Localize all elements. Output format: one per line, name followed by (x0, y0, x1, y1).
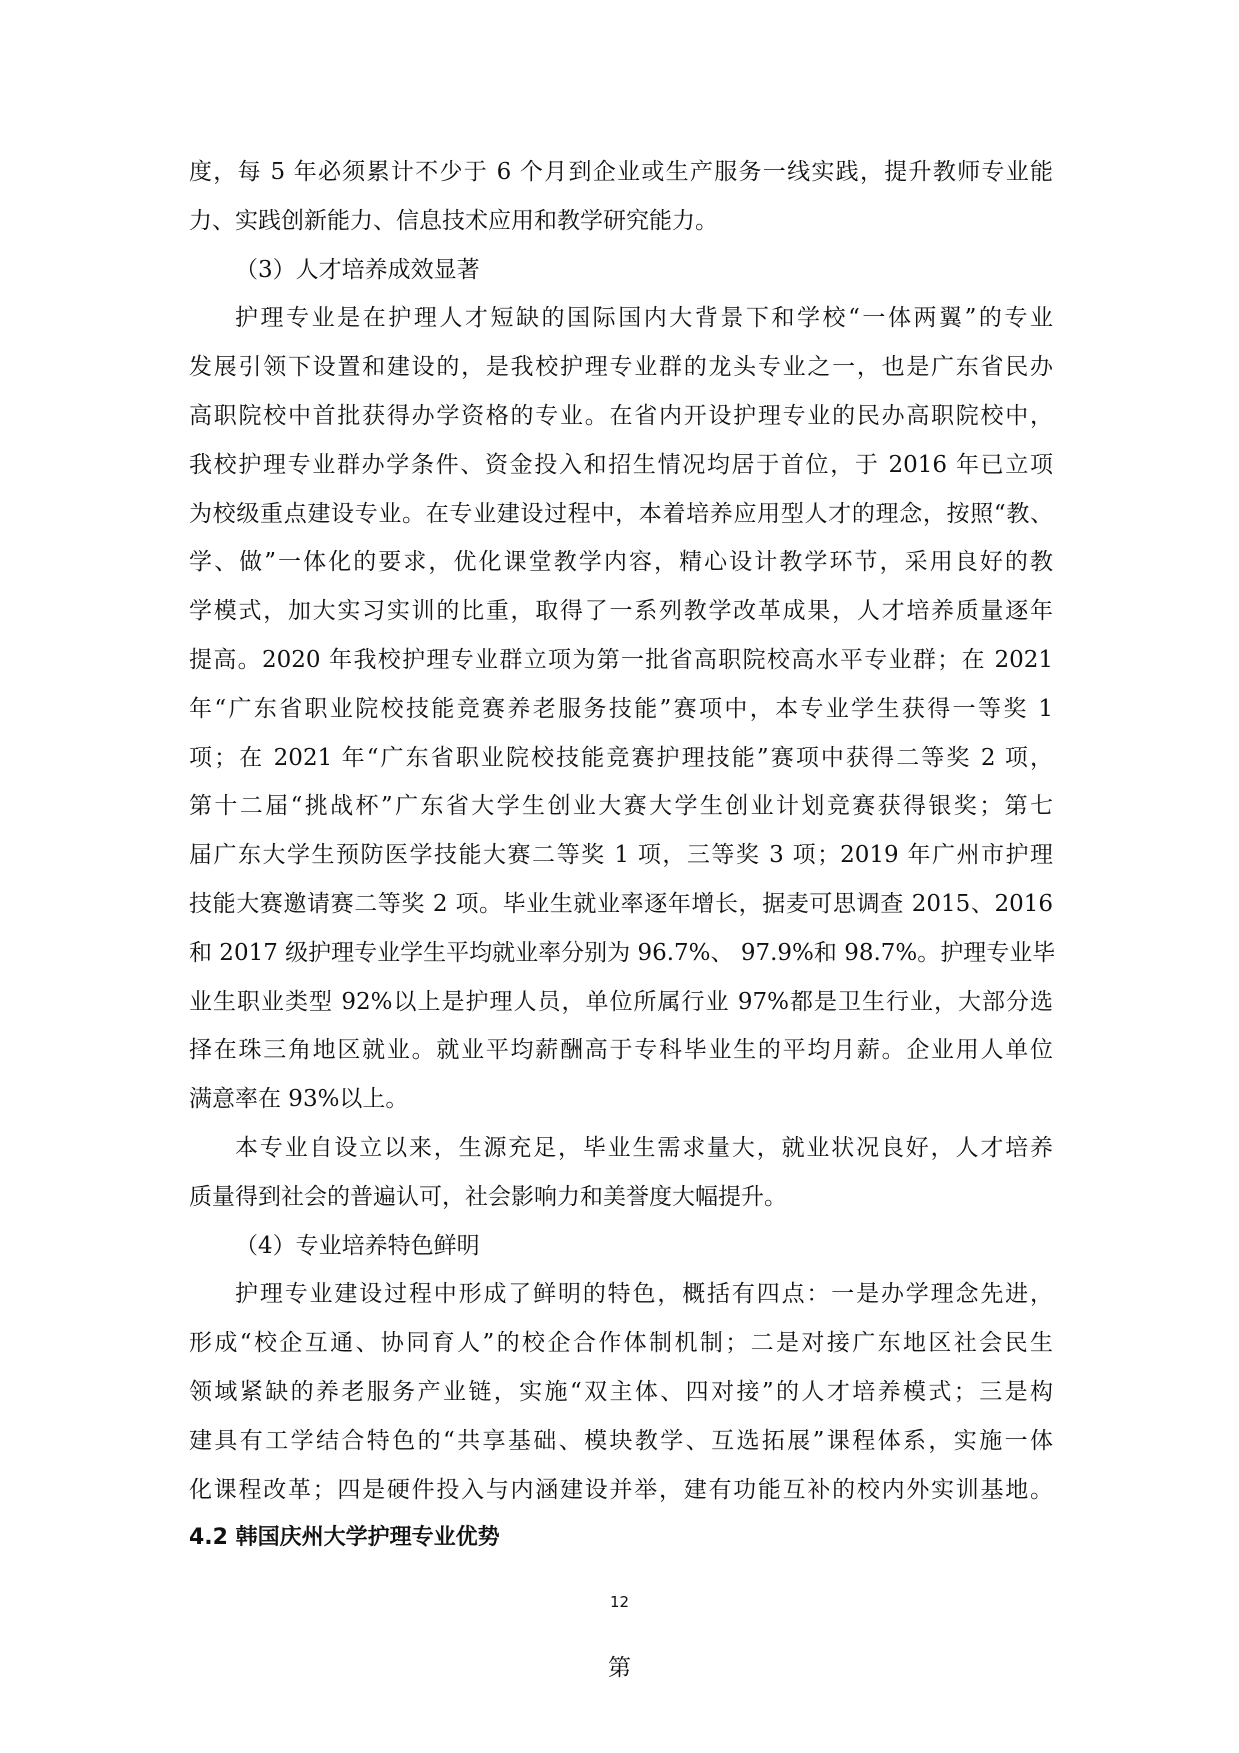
text-line: 为校级重点建设专业。在专业建设过程中，本着培养应用型人才的理念，按照“教、 (189, 500, 1053, 527)
paragraph-nursing-major (189, 294, 1056, 1124)
subheading-distinct-features: （4）专业培养特色鲜明 (235, 1232, 480, 1259)
text-line: 提高。2020 年我校护理专业群立项为第一批省高职院校高水平专业群；在 2021 (189, 646, 1053, 673)
page-label: 第 (608, 1655, 631, 1681)
text-line: 学、做”一体化的要求，优化课堂教学内容，精心设计教学环节，采用良好的教 (189, 549, 1053, 576)
text-line: 第十二届“挑战杯”广东省大学生创业大赛大学生创业计划竞赛获得银奖；第七 (189, 793, 1053, 820)
text-line: 技能大赛邀请赛二等奖 2 项。毕业生就业率逐年增长，据麦可思调查 2015、2016 (189, 890, 1053, 917)
text-line: 年“广东省职业院校技能竞赛养老服务技能”赛项中，本专业学生获得一等奖 1 (189, 695, 1053, 722)
page-number: 12 (609, 1593, 630, 1611)
text-line: 质量得到社会的普遍认可，社会影响力和美誉度大幅提升。 (189, 1183, 787, 1210)
text-line: 发展引领下设置和建设的，是我校护理专业群的龙头专业之一，也是广东省民办 (189, 354, 1053, 381)
text-line: 度，每 5 年必须累计不少于 6 个月到企业或生产服务一线实践，提升教师专业能 (189, 159, 1053, 185)
subheading-talent-results: （3）人才培养成效显著 (235, 256, 480, 283)
text-line: 我校护理专业群办学条件、资金投入和招生情况均居于首位，于 2016 年已立项 (189, 451, 1053, 478)
text-line: 业生职业类型 92%以上是护理人员，单位所属行业 97%都是卫生行业，大部分选 (189, 988, 1053, 1015)
text-line: 形成“校企互通、协同育人”的校企合作体制机制；二是对接广东地区社会民生 (189, 1330, 1053, 1357)
text-line: 和 2017 级护理专业学生平均就业率分别为 96.7%、 97.9%和 98.7%。护理专业毕 (189, 939, 1056, 966)
text-line: 届广东大学生预防医学技能大赛二等奖 1 项，三等奖 3 项；2019 年广州市护理 (189, 842, 1053, 869)
text-line: 护理专业建设过程中形成了鲜明的特色，概括有四点：一是办学理念先进， (235, 1281, 1053, 1308)
section-heading: 4.2 韩国庆州大学护理专业优势 (189, 1525, 500, 1551)
text-line: 领域紧缺的养老服务产业链，实施“双主体、四对接”的人才培养模式；三是构 (189, 1378, 1053, 1405)
text-line: 本专业自设立以来，生源充足，毕业生需求量大，就业状况良好，人才培养 (235, 1134, 1053, 1161)
text-line: 高职院校中首批获得办学资格的专业。在省内开设护理专业的民办高职院校中， (189, 402, 1053, 429)
page-content (189, 148, 1056, 1563)
text-line: 项；在 2021 年“广东省职业院校技能竞赛护理技能”赛项中获得二等奖 2 项， (189, 744, 1053, 771)
paragraph-social-recognition (189, 1124, 1053, 1222)
text-line: 护理专业是在护理人才短缺的国际国内大背景下和学校“一体两翼”的专业 (235, 305, 1053, 332)
text-line: 力、实践创新能力、信息技术应用和教学研究能力。 (189, 207, 718, 234)
paragraph-four-features (189, 1270, 1053, 1514)
text-line: 满意率在 93%以上。 (189, 1086, 409, 1113)
text-line: 学模式，加大实习实训的比重，取得了一系列教学改革成果，人才培养质量逐年 (189, 598, 1053, 625)
text-line: 化课程改革；四是硬件投入与内涵建设并举，建有功能互补的校内外实训基地。 (189, 1476, 1053, 1503)
text-line: 择在珠三角地区就业。就业平均薪酬高于专科毕业生的平均月薪。企业用人单位 (189, 1037, 1053, 1064)
paragraph-teacher-practice (189, 148, 1053, 246)
text-line: 建具有工学结合特色的“共享基础、模块教学、互选拓展”课程体系，实施一体 (189, 1427, 1053, 1454)
